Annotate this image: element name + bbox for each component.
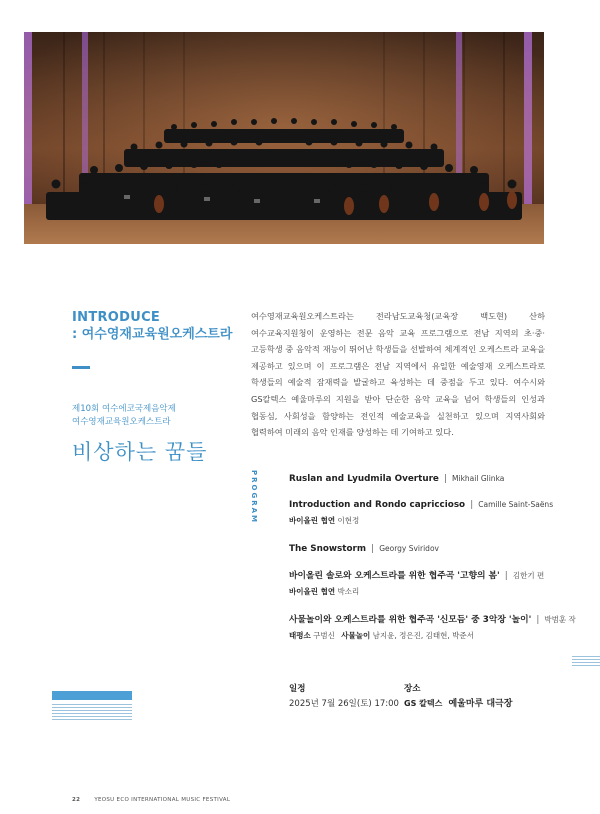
performer-role: 바이올린 협연 — [289, 587, 336, 596]
footer-festival-name: YEOSU ECO INTERNATIONAL MUSIC FESTIVAL — [94, 797, 231, 803]
venue-sponsor: GS 칼텍스 — [404, 699, 443, 708]
festival-name: 제10회 여수에코국제음악제 — [72, 404, 176, 414]
piece-title: The Snowstorm — [289, 544, 367, 554]
piece-title: Ruslan and Lyudmila Overture — [289, 474, 439, 484]
orchestra-photo — [24, 32, 544, 244]
performer-names: 박소리 — [337, 587, 360, 596]
program-item — [289, 613, 579, 642]
decorative-bar — [52, 691, 132, 700]
ensemble-name: 여수영재교육원오케스트라 — [72, 417, 171, 427]
date-value: 2025년 7월 26일(토) 17:00 — [289, 699, 399, 709]
performer-names: 이현정 — [337, 516, 360, 525]
section-title: INTRODUCE — [72, 310, 161, 325]
program-label: PROGRAM — [250, 470, 258, 524]
program-item — [289, 472, 579, 486]
concert-title: 비상하는 꿈들 — [72, 440, 208, 464]
program-item — [289, 498, 579, 527]
accent-dash — [72, 366, 90, 369]
program-item — [289, 569, 579, 598]
page-number: 22 — [72, 797, 81, 803]
separator: | — [470, 500, 474, 510]
footer — [72, 797, 230, 803]
piece-title: 바이올린 솔로와 오케스트라를 위한 협주곡 '고향의 봄' — [289, 571, 500, 581]
separator: | — [504, 571, 508, 581]
separator: | — [536, 615, 540, 625]
piece-title: Introduction and Rondo capriccioso — [289, 500, 466, 510]
composer: Camille Saint-Saëns — [478, 500, 554, 509]
program-item — [289, 542, 579, 556]
composer: Mikhail Glinka — [452, 474, 505, 483]
decorative-stripes — [572, 656, 600, 668]
intro-paragraph: 여수영재교육원오케스트라는 전라남도교육청(교육장 백도현) 산하 여수교육지원청이 운영하는 전문 음악 교육 프로그램으로 전남 지역의 초·중·고등학생 중 음악적 재능이 뛰어난 학생들을 선발하여 체계적인 오케스트라 교육을 제공하고 있으며 이 프로그램은 전남 지역에서 유일한 예술영재 오케스트라로 학생들의 예술적 잠재력을 발굴하고 육성하는 데 중점을 두고 있다. 여수시와 GS칼텍스 예울마루의 지원을 받아 단순한 음악 교육을 넘어 학생들의 인성과 협동심, 사회성을 함양하는 전인적 예술교육을 실천하고 있으며 지역사회와 협력하여 미래의 음악 인재를 양성하는 데 기여하고 있다. — [251, 311, 545, 438]
section-subtitle: : 여수영재교육원오케스트라 — [72, 327, 233, 342]
performer-role: 사물놀이 — [341, 631, 371, 640]
decorative-stripes — [52, 704, 132, 722]
venue-label: 장소 — [404, 684, 421, 694]
composer: 박범훈 작 — [544, 615, 576, 624]
composer: 김한기 편 — [512, 571, 545, 580]
performer-names: 남지윤, 정은진, 김태현, 박준서 — [372, 631, 474, 640]
performer-role: 태평소 — [289, 631, 311, 640]
performer-names: 구범신 — [313, 631, 335, 640]
performer-role: 바이올린 협연 — [289, 516, 336, 525]
venue-value — [404, 696, 512, 709]
composer: Georgy Sviridov — [379, 544, 439, 553]
separator: | — [371, 544, 375, 554]
piece-title: 사물놀이와 오케스트라를 위한 협주곡 '신모듬' 중 3악장 '놀이' — [289, 615, 532, 625]
date-label: 일정 — [289, 684, 306, 694]
separator: | — [443, 474, 447, 484]
venue-name: 예울마루 대극장 — [448, 699, 513, 709]
